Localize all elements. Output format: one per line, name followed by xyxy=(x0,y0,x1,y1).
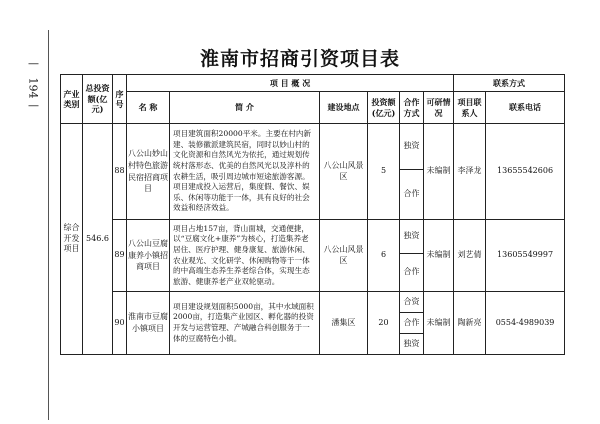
row-description: 项目建筑面积20000平米。主要在村内新建、装修徽派建筑民宿，同时以妙山村的文化资源和自然风光为依托，通过规划传统村落形态、优美的自然风光以及淳朴的农耕生活，吸引周边城市短途旅游客源。项目建成投入运营后，集度假、餐饮、娱乐、休闲等功能于一体，具有良好的社会效益和经济效益。 xyxy=(170,124,320,220)
page-number-dash-bottom: — xyxy=(28,99,38,112)
row-investment: 6 xyxy=(368,220,400,292)
row-location: 八公山风景区 xyxy=(320,220,368,292)
header-description: 简 介 xyxy=(170,92,320,124)
header-name: 名 称 xyxy=(127,92,170,124)
row-coop: 合作 xyxy=(400,313,424,334)
row-contact-person: 李泽龙 xyxy=(454,124,486,220)
header-industry: 产业类别 xyxy=(61,75,83,124)
row-feasibility: 未编制 xyxy=(424,124,454,220)
row-seq: 90 xyxy=(113,292,127,355)
page-number-dash-top: — xyxy=(28,57,38,70)
header-contact-person: 项目联系人 xyxy=(454,92,486,124)
row-coop: 合作 xyxy=(400,254,424,292)
header-phone: 联系电话 xyxy=(486,92,565,124)
page-title: 淮南市招商引资项目表 xyxy=(199,48,400,70)
row-seq: 88 xyxy=(113,124,127,220)
header-cooperation: 合作方式 xyxy=(400,92,424,124)
row-coop: 独资 xyxy=(400,334,424,355)
industry-cell: 综合开发项目 xyxy=(61,124,83,355)
row-coop: 独资 xyxy=(400,220,424,254)
row-location: 八公山风景区 xyxy=(320,124,368,220)
row-name: 淮南市豆腐小镇项目 xyxy=(127,292,170,355)
row-phone: 13605549997 xyxy=(486,220,565,292)
row-location: 潘集区 xyxy=(320,292,368,355)
row-seq: 89 xyxy=(113,220,127,292)
row-phone: 0554-4989039 xyxy=(486,292,565,355)
margin-rule xyxy=(48,30,49,420)
header-feasibility: 可研情况 xyxy=(424,92,454,124)
page-number-digits: 194 xyxy=(26,77,40,99)
header-total-investment: 总投资额(亿元) xyxy=(83,75,113,124)
row-name: 八公山豆腐康养小镇招商项目 xyxy=(127,220,170,292)
total-investment-cell: 546.6 xyxy=(83,124,113,355)
header-seq: 序号 xyxy=(113,75,127,124)
row-coop: 独资 xyxy=(400,124,424,170)
row-contact-person: 刘艺倩 xyxy=(454,220,486,292)
row-coop: 合资 xyxy=(400,292,424,313)
row-name: 八公山妙山村特色旅游民宿招商项目 xyxy=(127,124,170,220)
row-feasibility: 未编制 xyxy=(424,220,454,292)
row-coop: 合作 xyxy=(400,170,424,220)
row-description: 项目建设规划面积5000亩，其中水域面积2000亩，打造集产业园区、孵化器的投资开发与运营管理、产城融合科创服务于一体的豆腐特色小镇。 xyxy=(170,292,320,355)
row-contact-person: 陶新亮 xyxy=(454,292,486,355)
row-description: 项目占地157亩，背山面城，交通便捷，以“豆腐文化+康养”为核心，打造集养老居住、医疗护理、健身康复、旅游休闲、农业观光、文化研学、休闲购物等于一体的中高端生态养生养老综合体，实现生态旅游、健康养老产业双轮驱动。 xyxy=(170,220,320,292)
row-phone: 13655542606 xyxy=(486,124,565,220)
header-investment: 投资额(亿元) xyxy=(368,92,400,124)
header-contact: 联系方式 xyxy=(454,75,565,92)
row-investment: 5 xyxy=(368,124,400,220)
header-project-overview: 项 目 概 况 xyxy=(127,75,454,92)
row-feasibility: 未编制 xyxy=(424,292,454,355)
project-table xyxy=(60,74,565,355)
header-location: 建设地点 xyxy=(320,92,368,124)
row-investment: 20 xyxy=(368,292,400,355)
